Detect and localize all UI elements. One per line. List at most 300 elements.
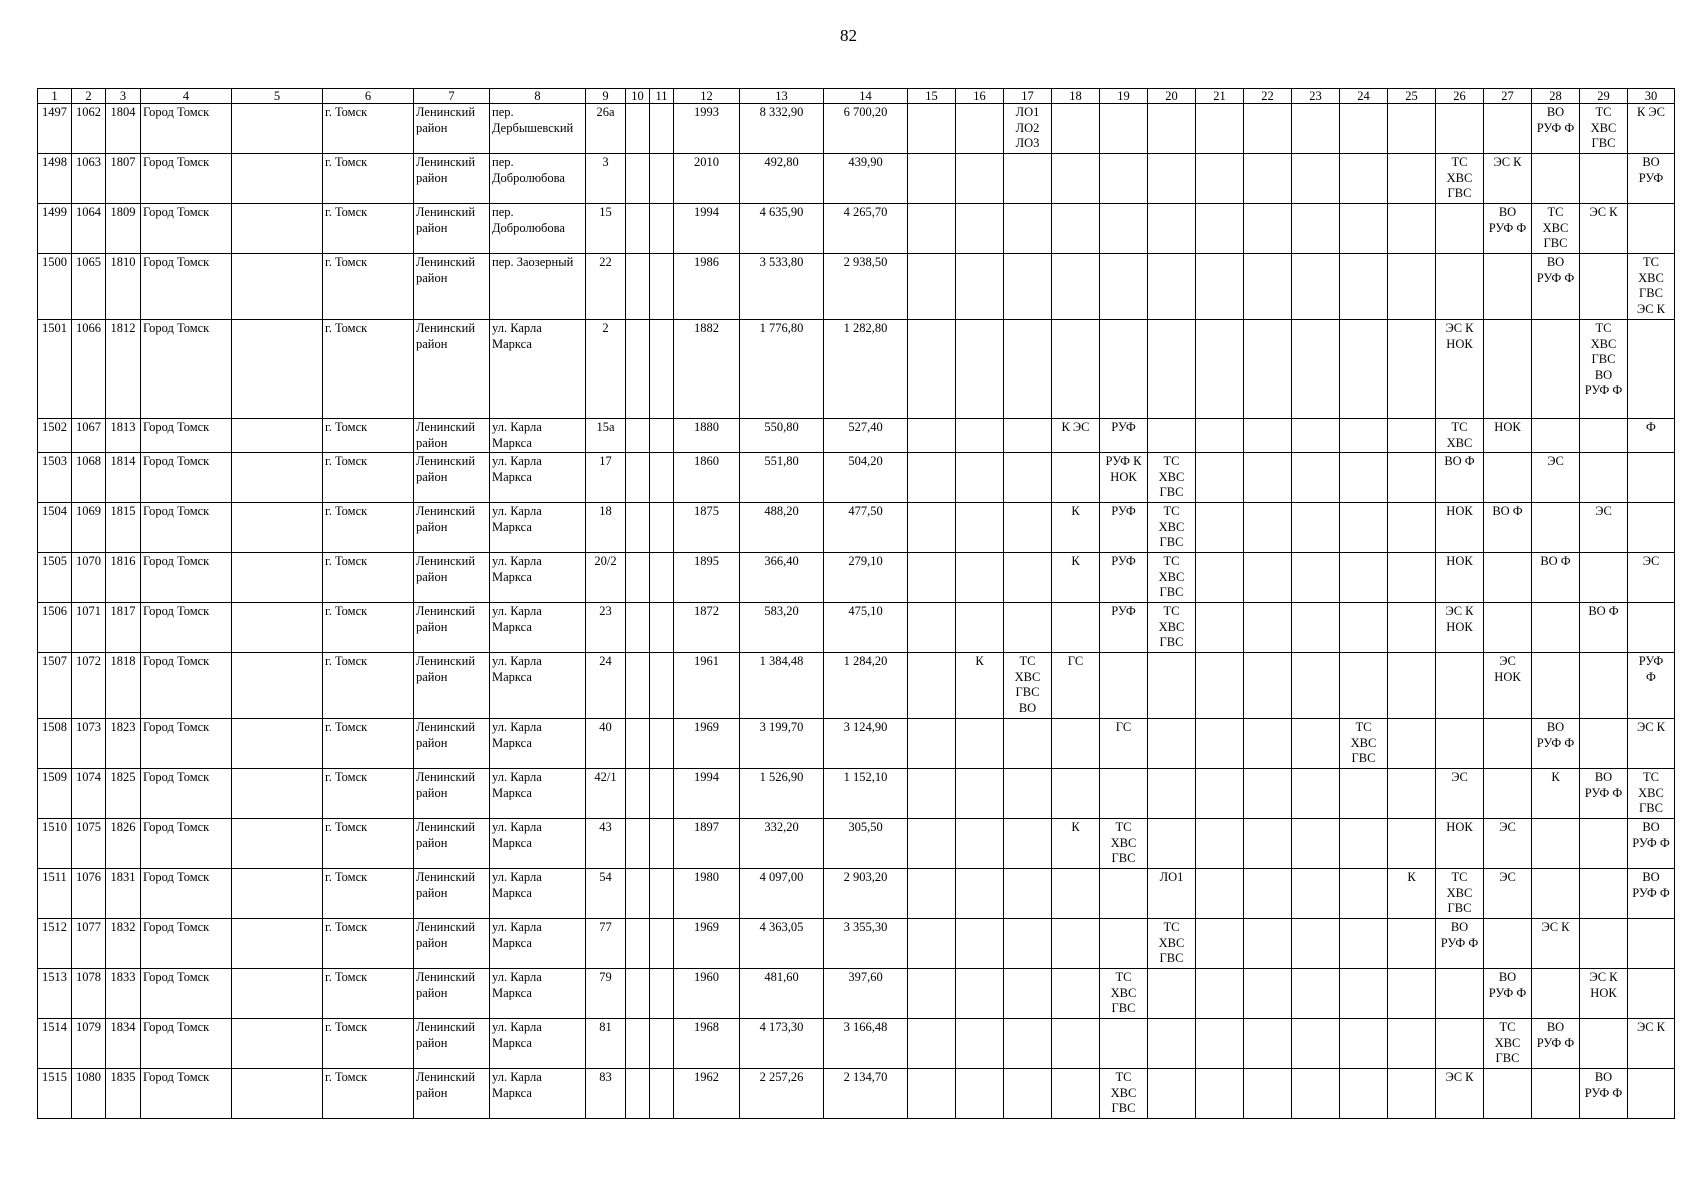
table-cell: Город Томск [141, 819, 232, 869]
table-cell: 4 097,00 [740, 869, 824, 919]
table-cell [1052, 869, 1100, 919]
table-cell: ВО РУФ Ф [1580, 1069, 1628, 1119]
table-cell: 22 [586, 254, 626, 320]
table-cell: г. Томск [323, 769, 414, 819]
table-cell: ТС ХВС ГВС ЭС К [1628, 254, 1675, 320]
table-cell: г. Томск [323, 419, 414, 453]
table-cell: 2010 [674, 154, 740, 204]
table-cell [1100, 869, 1148, 919]
table-cell: 1073 [72, 719, 106, 769]
table-cell: ул. Карла Маркса [490, 969, 586, 1019]
table-cell [908, 769, 956, 819]
table-cell: 1506 [38, 603, 72, 653]
table-cell [1004, 553, 1052, 603]
table-cell: г. Томск [323, 869, 414, 919]
table-row [38, 503, 1675, 553]
table-cell: 4 363,05 [740, 919, 824, 969]
column-number-header: 18 [1052, 89, 1100, 104]
table-cell: Город Томск [141, 653, 232, 719]
table-cell [1484, 320, 1532, 419]
table-cell: 1504 [38, 503, 72, 553]
table-cell [1388, 653, 1436, 719]
table-cell [1196, 769, 1244, 819]
table-cell [908, 204, 956, 254]
table-cell [1388, 819, 1436, 869]
table-cell: 1831 [106, 869, 141, 919]
table-cell: 1497 [38, 104, 72, 154]
table-cell [650, 320, 674, 419]
table-cell: пер. Заозерный [490, 254, 586, 320]
table-cell: 1817 [106, 603, 141, 653]
table-cell [1292, 553, 1340, 603]
table-row [38, 104, 1675, 154]
table-cell [1196, 969, 1244, 1019]
table-cell [1340, 553, 1388, 603]
table-cell: 42/1 [586, 769, 626, 819]
table-cell [1580, 819, 1628, 869]
table-cell: 3 166,48 [824, 1019, 908, 1069]
table-cell [1628, 1069, 1675, 1119]
table-cell [1340, 104, 1388, 154]
table-cell: Ленинский район [414, 453, 490, 503]
table-cell [1196, 419, 1244, 453]
table-cell [1052, 769, 1100, 819]
table-cell: 550,80 [740, 419, 824, 453]
table-cell [1196, 204, 1244, 254]
table-cell: 1823 [106, 719, 141, 769]
table-cell: 1505 [38, 553, 72, 603]
table-cell: 1 282,80 [824, 320, 908, 419]
table-cell: 1502 [38, 419, 72, 453]
table-cell: Ленинский район [414, 719, 490, 769]
table-cell: 1498 [38, 154, 72, 204]
table-row [38, 919, 1675, 969]
table-cell [1052, 719, 1100, 769]
table-cell: 1079 [72, 1019, 106, 1069]
table-cell: 1508 [38, 719, 72, 769]
table-cell [956, 969, 1004, 1019]
table-cell [1196, 919, 1244, 969]
table-cell: 1 152,10 [824, 769, 908, 819]
table-cell [626, 869, 650, 919]
table-cell: 1813 [106, 419, 141, 453]
table-cell [1052, 204, 1100, 254]
table-cell [956, 919, 1004, 969]
table-cell [232, 104, 323, 154]
table-cell: ТС ХВС ГВС [1340, 719, 1388, 769]
table-cell [232, 969, 323, 1019]
table-cell [1244, 1069, 1292, 1119]
table-cell: 3 355,30 [824, 919, 908, 969]
table-cell [1388, 1019, 1436, 1069]
table-cell [1628, 453, 1675, 503]
table-cell [626, 254, 650, 320]
table-cell [1148, 969, 1196, 1019]
table-cell: 1076 [72, 869, 106, 919]
table-row [38, 254, 1675, 320]
column-number-header: 12 [674, 89, 740, 104]
housing-register-table [37, 88, 1675, 1119]
table-cell: 1994 [674, 769, 740, 819]
column-number-header: 26 [1436, 89, 1484, 104]
table-cell: Город Томск [141, 254, 232, 320]
table-cell [1628, 503, 1675, 553]
table-cell [1580, 919, 1628, 969]
table-cell: Ленинский район [414, 819, 490, 869]
table-cell: ул. Карла Маркса [490, 819, 586, 869]
table-cell [1292, 969, 1340, 1019]
table-cell [1340, 320, 1388, 419]
table-cell: ЭС [1484, 819, 1532, 869]
table-cell [1340, 869, 1388, 919]
table-cell [626, 204, 650, 254]
column-number-header: 24 [1340, 89, 1388, 104]
table-cell [1484, 254, 1532, 320]
table-cell [1100, 320, 1148, 419]
table-cell: РУФ [1100, 503, 1148, 553]
table-cell [1532, 603, 1580, 653]
table-cell [908, 320, 956, 419]
table-cell: ТС ХВС ГВС [1580, 104, 1628, 154]
table-cell [1580, 154, 1628, 204]
column-number-header: 19 [1100, 89, 1148, 104]
table-cell: 2 134,70 [824, 1069, 908, 1119]
table-cell: ул. Карла Маркса [490, 653, 586, 719]
table-row [38, 869, 1675, 919]
table-cell [650, 869, 674, 919]
table-cell [626, 1069, 650, 1119]
table-cell [232, 254, 323, 320]
table-cell: 1071 [72, 603, 106, 653]
column-number-row [38, 89, 1675, 104]
table-cell [1004, 603, 1052, 653]
table-row [38, 553, 1675, 603]
table-cell [1292, 653, 1340, 719]
column-number-header: 16 [956, 89, 1004, 104]
table-cell [908, 453, 956, 503]
table-cell [626, 104, 650, 154]
table-cell [1484, 603, 1532, 653]
column-number-header: 6 [323, 89, 414, 104]
table-cell: Город Томск [141, 869, 232, 919]
table-row [38, 603, 1675, 653]
table-cell: ТС ХВС ГВС [1532, 204, 1580, 254]
table-cell: ВО РУФ Ф [1484, 204, 1532, 254]
table-cell: 1968 [674, 1019, 740, 1069]
column-number-header: 8 [490, 89, 586, 104]
column-number-header: 9 [586, 89, 626, 104]
table-cell [1532, 869, 1580, 919]
table-cell: ВО РУФ Ф [1532, 254, 1580, 320]
table-cell [1340, 453, 1388, 503]
table-cell [1340, 419, 1388, 453]
table-cell: 1072 [72, 653, 106, 719]
table-cell: ТС ХВС ГВС ВО [1004, 653, 1052, 719]
table-cell: Ленинский район [414, 1019, 490, 1069]
table-cell [1292, 104, 1340, 154]
table-cell: НОК [1436, 503, 1484, 553]
table-cell [1148, 653, 1196, 719]
column-number-header: 29 [1580, 89, 1628, 104]
table-cell [1340, 204, 1388, 254]
table-cell: 23 [586, 603, 626, 653]
table-cell: 439,90 [824, 154, 908, 204]
table-cell [1340, 254, 1388, 320]
table-cell [1388, 503, 1436, 553]
table-cell: 305,50 [824, 819, 908, 869]
table-row [38, 653, 1675, 719]
table-cell: г. Томск [323, 719, 414, 769]
table-cell [1532, 419, 1580, 453]
table-cell [1388, 453, 1436, 503]
table-cell: ЭС К [1532, 919, 1580, 969]
table-cell [1244, 819, 1292, 869]
table-cell: ВО Ф [1484, 503, 1532, 553]
table-cell [1148, 419, 1196, 453]
table-cell: ул. Карла Маркса [490, 769, 586, 819]
table-cell: ГС [1100, 719, 1148, 769]
table-cell: ул. Карла Маркса [490, 1069, 586, 1119]
table-cell: 1 526,90 [740, 769, 824, 819]
table-cell: 1969 [674, 719, 740, 769]
table-cell: К [956, 653, 1004, 719]
table-cell [1196, 320, 1244, 419]
table-cell: Ленинский район [414, 553, 490, 603]
table-cell [1004, 919, 1052, 969]
table-cell: ул. Карла Маркса [490, 320, 586, 419]
table-cell [1004, 503, 1052, 553]
table-cell [1052, 320, 1100, 419]
table-cell [1100, 154, 1148, 204]
table-cell: 1065 [72, 254, 106, 320]
table-cell [232, 719, 323, 769]
table-cell: 1066 [72, 320, 106, 419]
table-cell [1292, 419, 1340, 453]
table-cell [626, 653, 650, 719]
table-cell: 1062 [72, 104, 106, 154]
column-number-header: 22 [1244, 89, 1292, 104]
table-cell [1244, 154, 1292, 204]
table-cell: НОК [1436, 553, 1484, 603]
table-cell: Город Томск [141, 553, 232, 603]
table-cell: г. Томск [323, 453, 414, 503]
table-cell [1484, 1069, 1532, 1119]
table-cell [1148, 254, 1196, 320]
table-cell: 1961 [674, 653, 740, 719]
table-cell: Город Томск [141, 1019, 232, 1069]
table-cell: 1880 [674, 419, 740, 453]
table-cell: г. Томск [323, 653, 414, 719]
table-cell: 1063 [72, 154, 106, 204]
table-cell: 1969 [674, 919, 740, 969]
table-cell [1388, 603, 1436, 653]
table-cell [1388, 719, 1436, 769]
table-cell [650, 154, 674, 204]
table-cell: 1833 [106, 969, 141, 1019]
table-cell: 1509 [38, 769, 72, 819]
table-cell [650, 453, 674, 503]
table-row [38, 769, 1675, 819]
table-cell: 527,40 [824, 419, 908, 453]
table-cell: 1064 [72, 204, 106, 254]
table-cell: пер. Добролюбова [490, 154, 586, 204]
table-cell [232, 653, 323, 719]
table-cell: К [1532, 769, 1580, 819]
table-cell: 1 384,48 [740, 653, 824, 719]
table-cell: Ленинский район [414, 104, 490, 154]
table-cell [1244, 419, 1292, 453]
table-cell: 3 199,70 [740, 719, 824, 769]
table-cell: 6 700,20 [824, 104, 908, 154]
table-cell [626, 154, 650, 204]
table-cell [626, 503, 650, 553]
table-cell [232, 553, 323, 603]
table-cell: ТС ХВС ГВС [1100, 819, 1148, 869]
table-cell [908, 919, 956, 969]
table-cell [626, 453, 650, 503]
table-cell: ВО Ф [1436, 453, 1484, 503]
table-cell [1004, 320, 1052, 419]
table-cell [1340, 769, 1388, 819]
table-cell: 26а [586, 104, 626, 154]
table-cell: 1067 [72, 419, 106, 453]
table-cell [650, 204, 674, 254]
table-cell [908, 154, 956, 204]
table-cell: 366,40 [740, 553, 824, 603]
table-cell: 332,20 [740, 819, 824, 869]
table-cell: ТС ХВС ГВС [1148, 603, 1196, 653]
table-cell: 83 [586, 1069, 626, 1119]
table-cell: 1 284,20 [824, 653, 908, 719]
table-cell [1292, 204, 1340, 254]
table-cell [1244, 503, 1292, 553]
table-cell: ТС ХВС [1436, 419, 1484, 453]
table-cell [1052, 969, 1100, 1019]
table-cell: 1875 [674, 503, 740, 553]
table-cell [1388, 769, 1436, 819]
table-cell: ТС ХВС ГВС [1100, 1069, 1148, 1119]
table-cell [626, 969, 650, 1019]
table-cell: 4 635,90 [740, 204, 824, 254]
table-cell [1244, 653, 1292, 719]
table-cell: 1512 [38, 919, 72, 969]
table-cell [908, 653, 956, 719]
table-cell [908, 603, 956, 653]
table-cell [232, 1069, 323, 1119]
table-cell [650, 769, 674, 819]
table-cell: 1500 [38, 254, 72, 320]
table-cell [1292, 819, 1340, 869]
table-cell: Ленинский район [414, 320, 490, 419]
table-cell [1484, 769, 1532, 819]
table-cell [232, 204, 323, 254]
table-cell: ул. Карла Маркса [490, 453, 586, 503]
table-cell: 3 124,90 [824, 719, 908, 769]
table-cell: К [1052, 819, 1100, 869]
table-cell: ЭС К [1628, 719, 1675, 769]
table-cell [956, 154, 1004, 204]
table-cell [1100, 204, 1148, 254]
table-cell [956, 869, 1004, 919]
table-cell: Ленинский район [414, 869, 490, 919]
table-cell: 1818 [106, 653, 141, 719]
table-cell: 1882 [674, 320, 740, 419]
table-cell: К [1052, 553, 1100, 603]
table-cell [1580, 869, 1628, 919]
table-cell [1388, 969, 1436, 1019]
table-cell: ул. Карла Маркса [490, 1019, 586, 1069]
table-cell: 2 903,20 [824, 869, 908, 919]
table-cell [1244, 204, 1292, 254]
table-cell [1436, 969, 1484, 1019]
table-cell [1388, 1069, 1436, 1119]
table-cell [1244, 969, 1292, 1019]
table-cell [650, 104, 674, 154]
table-cell [650, 254, 674, 320]
table-cell [1292, 603, 1340, 653]
table-cell [1196, 503, 1244, 553]
table-cell: Город Томск [141, 769, 232, 819]
table-cell: Ф [1628, 419, 1675, 453]
table-cell [232, 503, 323, 553]
column-number-header: 1 [38, 89, 72, 104]
table-cell: 1513 [38, 969, 72, 1019]
table-cell [1244, 320, 1292, 419]
table-cell: Город Томск [141, 1069, 232, 1119]
table-cell [1244, 1019, 1292, 1069]
table-cell: г. Томск [323, 919, 414, 969]
table-cell: пер. Добролюбова [490, 204, 586, 254]
table-cell [1052, 254, 1100, 320]
table-cell: ЭС К [1628, 1019, 1675, 1069]
table-cell [1532, 320, 1580, 419]
table-cell: 54 [586, 869, 626, 919]
table-cell: 8 332,90 [740, 104, 824, 154]
table-cell [1292, 254, 1340, 320]
table-cell [1052, 1069, 1100, 1119]
table-cell: 2 257,26 [740, 1069, 824, 1119]
table-cell [1388, 553, 1436, 603]
column-number-header: 14 [824, 89, 908, 104]
table-cell: г. Томск [323, 503, 414, 553]
table-cell [1004, 769, 1052, 819]
table-cell [1292, 154, 1340, 204]
table-cell [1340, 503, 1388, 553]
table-cell: 1826 [106, 819, 141, 869]
table-cell: ТС ХВС ГВС [1628, 769, 1675, 819]
table-cell [1340, 819, 1388, 869]
table-cell: ЭС [1532, 453, 1580, 503]
table-cell [1004, 1069, 1052, 1119]
table-cell: 1507 [38, 653, 72, 719]
table-cell [1052, 453, 1100, 503]
table-cell [1148, 1019, 1196, 1069]
table-cell: ТС ХВС ГВС [1148, 453, 1196, 503]
table-cell [1148, 154, 1196, 204]
table-cell [1436, 254, 1484, 320]
column-number-header: 28 [1532, 89, 1580, 104]
table-cell: 43 [586, 819, 626, 869]
table-cell [1244, 769, 1292, 819]
table-cell: ВО РУФ Ф [1532, 104, 1580, 154]
table-cell: Ленинский район [414, 769, 490, 819]
table-cell: 4 265,70 [824, 204, 908, 254]
table-cell [1340, 1019, 1388, 1069]
table-cell [1196, 1069, 1244, 1119]
table-cell [956, 419, 1004, 453]
table-cell [1580, 419, 1628, 453]
table-cell: 1980 [674, 869, 740, 919]
